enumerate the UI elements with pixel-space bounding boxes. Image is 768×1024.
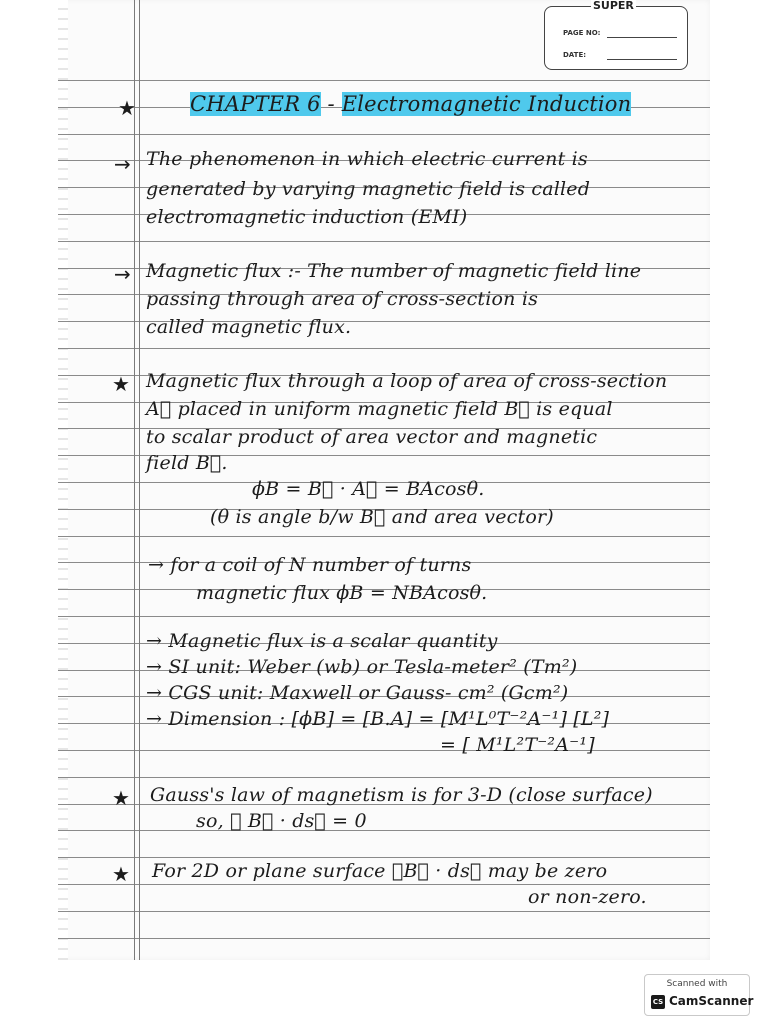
star-marker: ★ — [112, 862, 130, 886]
flux-line-2: passing through area of cross-section is — [146, 288, 539, 310]
scalar-line: → Magnetic flux is a scalar quantity — [146, 630, 498, 652]
chapter-number: CHAPTER 6 — [190, 92, 321, 116]
ruled-line — [58, 938, 710, 939]
scanner-watermark — [644, 974, 754, 1016]
ruled-line — [58, 884, 710, 885]
coil-line-2: magnetic flux ϕB = NBAcosθ. — [196, 582, 488, 604]
emi-line-3: electromagnetic induction (EMI) — [146, 206, 468, 228]
date-line — [607, 59, 677, 60]
page-binding-edge — [58, 0, 68, 960]
dimension-line-2: = [ M¹L²T⁻²A⁻¹] — [440, 734, 595, 756]
si-unit-line: → SI unit: Weber (wb) or Tesla-meter² (Tm²) — [146, 656, 578, 678]
plane-line-1: For 2D or plane surface ∮B⃗ · ds⃗ may be zero — [152, 860, 608, 882]
camscanner-logo-icon: CS — [651, 995, 665, 1009]
cgs-unit-line: → CGS unit: Maxwell or Gauss- cm² (Gcm²) — [146, 682, 569, 704]
ruled-line — [58, 777, 710, 778]
margin-line — [134, 0, 135, 960]
margin-line — [139, 0, 140, 960]
brand-label: SUPER — [593, 0, 634, 12]
scanned-with-text: Scanned with — [666, 979, 728, 989]
title-dash: - — [320, 92, 342, 116]
flux-line-1: Magnetic flux :- The number of magnetic field line — [146, 260, 642, 282]
loop-line-1: Magnetic flux through a loop of area of cross-section — [146, 370, 668, 392]
dimension-line-1: → Dimension : [ϕB] = [B.A] = [M¹L⁰T⁻²A⁻¹] [L²] — [146, 708, 610, 730]
flux-line-3: called magnetic flux. — [146, 316, 352, 338]
ruled-line — [58, 348, 710, 349]
ruled-line — [58, 241, 710, 242]
loop-line-2: A⃗ placed in uniform magnetic field B⃗ is equal — [146, 398, 613, 420]
loop-equation: ϕB = B⃗ · A⃗ = BAcosθ. — [252, 478, 485, 500]
emi-line-1: The phenomenon in which electric current is — [146, 148, 588, 170]
loop-note: (θ is angle b/w B⃗ and area vector) — [210, 506, 554, 528]
ruled-line — [58, 80, 710, 81]
page-header-box — [544, 0, 688, 70]
plane-line-2: or non-zero. — [528, 886, 647, 908]
star-marker: ★ — [112, 786, 130, 810]
chapter-title — [190, 92, 631, 116]
star-marker: ★ — [112, 372, 130, 396]
ruled-line — [58, 750, 710, 751]
loop-line-4: field B⃗. — [146, 452, 228, 474]
ruled-line — [58, 911, 710, 912]
date-label: DATE: — [563, 51, 587, 59]
ruled-line — [58, 830, 710, 831]
chapter-name: Electromagnetic Induction — [341, 92, 632, 116]
ruled-line — [58, 536, 710, 537]
arrow-marker: → — [114, 152, 131, 176]
camscanner-name: CamScanner — [669, 994, 754, 1008]
page-no-line — [607, 37, 677, 38]
ruled-line — [58, 616, 710, 617]
ruled-line — [58, 134, 710, 135]
star-marker: ★ — [118, 96, 136, 120]
page-no-label: PAGE NO: — [563, 29, 601, 37]
gauss-line-1: Gauss's law of magnetism is for 3-D (close surface) — [150, 784, 653, 806]
loop-line-3: to scalar product of area vector and magnetic — [146, 426, 598, 448]
emi-line-2: generated by varying magnetic field is called — [146, 178, 591, 200]
gauss-line-2: so, ∮ B⃗ · ds⃗ = 0 — [196, 810, 367, 832]
arrow-marker: → — [114, 262, 131, 286]
ruled-line — [58, 857, 710, 858]
coil-line-1: → for a coil of N number of turns — [148, 554, 472, 576]
